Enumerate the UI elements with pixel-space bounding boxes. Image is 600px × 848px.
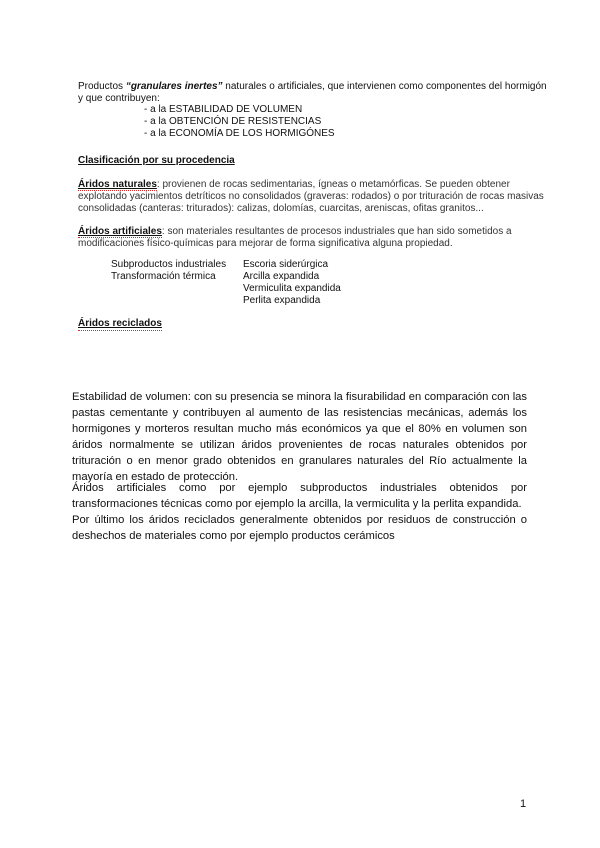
table-cell: Perlita expandida	[243, 295, 321, 306]
artificial-types-table	[111, 259, 341, 307]
artificiales-text: : son materiales resultantes de procesos industriales que han sido sometidos a modificaciones físico-químicas para mejorar de forma significativa alguna propiedad.	[78, 226, 512, 249]
table-row	[111, 271, 341, 283]
answer-paragraph-1: Estabilidad de volumen: con su presencia se minora la fisurabilidad en comparación con las pastas cementante y contribuyen al aumento de las resistencias mecánicas, además los hormigones y morteros resultan mucho más económicos ya que el 80% en volumen son áridos normalmente se utilizan áridos provenientes de rocas naturales obtenidos por trituración o en menor grado obtenidos en granulares naturales del Río actualmente la mayoría en estado de protección.	[72, 391, 527, 483]
table-cell: Escoria siderúrgica	[243, 259, 329, 270]
artificiales-label: Áridos artificiales	[78, 226, 162, 237]
intro-bullets	[78, 104, 544, 140]
table-row	[111, 259, 341, 271]
reciclados-label: Áridos reciclados	[78, 318, 162, 329]
naturales-text: : provienen de rocas sedimentarias, ígneas o metamórficas. Se pueden obtener explotando yacimientos detríticos no consolidados (graveras: rodados) o por trituración de rocas masivas consolidadas (canteras: triturados): calizas, dolomías, cuarcitas, areniscas, ofitas granitos...	[78, 179, 544, 214]
table-row	[111, 283, 341, 295]
intro-prefix: Productos	[78, 81, 126, 92]
intro-suffix: naturales o artificiales, que intervienen como componentes del hormigón y que contribuyen:	[78, 81, 547, 104]
table-row	[111, 295, 341, 307]
table-cell	[111, 295, 243, 307]
bullet-item: - a la ESTABILIDAD DE VOLUMEN	[144, 104, 303, 115]
bullet-item: - a la OBTENCIÓN DE RESISTENCIAS	[144, 116, 322, 127]
page-number: 1	[520, 798, 527, 810]
table-cell: Vermiculita expandida	[243, 283, 341, 294]
naturales-paragraph	[78, 179, 552, 215]
answer-paragraph-3: Por último los áridos reciclados generalmente obtenidos por residuos de construcción o deshechos de materiales como por ejemplo productos cerámicos	[72, 514, 527, 542]
classification-heading: Clasificación por su procedencia	[78, 155, 235, 166]
table-cell: Transformación térmica	[111, 271, 216, 282]
intro-paragraph	[78, 81, 552, 105]
intro-term: “granulares inertes”	[125, 81, 223, 92]
table-cell	[111, 283, 243, 295]
table-cell: Subproductos industriales	[111, 259, 227, 270]
bullet-item: - a la ECONOMÍA DE LOS HORMIGÓNES	[144, 128, 335, 139]
artificiales-paragraph	[78, 226, 552, 250]
answer-paragraph-2: Áridos artificiales como por ejemplo subproductos industriales obtenidos por transformaciones técnicas como por ejemplo la arcilla, la vermiculita y la perlita expandida.	[72, 482, 527, 510]
naturales-label: Áridos naturales	[78, 179, 157, 190]
table-cell: Arcilla expandida	[243, 271, 320, 282]
